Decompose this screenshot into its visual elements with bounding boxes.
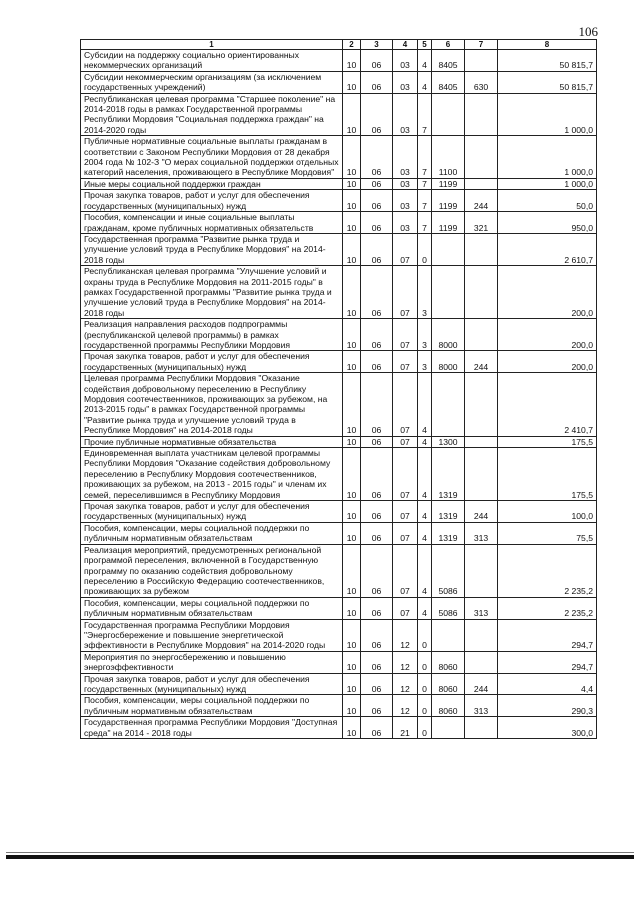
row-description: Прочая закупка товаров, работ и услуг для обеспечения государственных (муниципальных) нужд — [81, 673, 343, 695]
row-code-c3: 06 — [361, 436, 393, 447]
row-code-c3: 06 — [361, 351, 393, 373]
table-row — [81, 501, 597, 523]
row-code-c5: 4 — [418, 544, 432, 597]
row-code-c6: 1199 — [432, 190, 465, 212]
row-code-c6: 8060 — [432, 695, 465, 717]
table-row — [81, 373, 597, 436]
row-amount: 200,0 — [498, 266, 597, 319]
row-code-c7 — [465, 266, 498, 319]
row-code-c4: 07 — [393, 373, 418, 436]
row-amount: 50 815,7 — [498, 50, 597, 72]
row-code-c6 — [432, 233, 465, 265]
row-code-c3: 06 — [361, 93, 393, 136]
row-code-c5: 4 — [418, 71, 432, 93]
row-code-c7 — [465, 233, 498, 265]
row-code-c3: 06 — [361, 233, 393, 265]
row-code-c2: 10 — [343, 178, 361, 189]
row-amount: 2 410,7 — [498, 373, 597, 436]
row-description: Государственная программа Республики Мордовия "Энергосбережение и повышение энергетической эффективности в Республике Мордовия" на 2014-2020 годы — [81, 619, 343, 651]
table-row — [81, 266, 597, 319]
row-code-c6: 8405 — [432, 50, 465, 72]
row-code-c2: 10 — [343, 266, 361, 319]
table-row — [81, 651, 597, 673]
row-description: Единовременная выплата участникам целевой программы Республики Мордовия "Оказание содействия добровольному переселению в Республику Мордовия соотечественников, проживающих за рубежом, на 2013 - 2015 годы" и членам их семей, переселившимся в Республику Мордовия — [81, 448, 343, 501]
row-amount: 294,7 — [498, 651, 597, 673]
row-amount: 100,0 — [498, 501, 597, 523]
row-description: Государственная программа "Развитие рынка труда и улучшение условий труда в Республике Мордовия" на 2014-2018 годы — [81, 233, 343, 265]
row-code-c6: 5086 — [432, 544, 465, 597]
row-code-c5: 4 — [418, 501, 432, 523]
row-code-c6 — [432, 619, 465, 651]
header-col-2: 2 — [343, 40, 361, 50]
row-code-c7 — [465, 436, 498, 447]
row-code-c4: 07 — [393, 597, 418, 619]
table-row — [81, 673, 597, 695]
row-code-c4: 03 — [393, 212, 418, 234]
header-col-6: 6 — [432, 40, 465, 50]
row-code-c6: 8000 — [432, 319, 465, 351]
row-code-c5: 4 — [418, 373, 432, 436]
row-code-c2: 10 — [343, 136, 361, 179]
row-description: Реализация направления расходов подпрограммы (республиканской целевой программы) в рамках государственной программы Республики Мордовия — [81, 319, 343, 351]
row-code-c2: 10 — [343, 233, 361, 265]
row-amount: 200,0 — [498, 319, 597, 351]
row-amount: 175,5 — [498, 436, 597, 447]
row-code-c4: 12 — [393, 619, 418, 651]
row-code-c7 — [465, 50, 498, 72]
row-code-c7: 244 — [465, 351, 498, 373]
table-row — [81, 190, 597, 212]
row-code-c5: 0 — [418, 619, 432, 651]
row-code-c4: 07 — [393, 351, 418, 373]
row-code-c3: 06 — [361, 717, 393, 739]
row-amount: 175,5 — [498, 448, 597, 501]
row-code-c3: 06 — [361, 190, 393, 212]
row-code-c5: 4 — [418, 50, 432, 72]
row-description: Пособия, компенсации, меры социальной поддержки по публичным нормативным обязательствам — [81, 522, 343, 544]
row-code-c2: 10 — [343, 50, 361, 72]
row-code-c7 — [465, 651, 498, 673]
table-row — [81, 233, 597, 265]
row-description: Публичные нормативные социальные выплаты гражданам в соответствии с Законом Республики Мордовия от 28 декабря 2004 года № 102-З "О мерах социальной поддержки отдельных категорий населения, проживающего в Республике Мордовия" — [81, 136, 343, 179]
row-code-c2: 10 — [343, 544, 361, 597]
row-code-c4: 07 — [393, 544, 418, 597]
row-amount: 300,0 — [498, 717, 597, 739]
header-col-8: 8 — [498, 40, 597, 50]
row-code-c7: 244 — [465, 190, 498, 212]
row-code-c4: 12 — [393, 651, 418, 673]
table-row — [81, 597, 597, 619]
row-code-c4: 21 — [393, 717, 418, 739]
row-code-c6: 1319 — [432, 522, 465, 544]
budget-table — [80, 39, 597, 739]
row-code-c3: 06 — [361, 136, 393, 179]
footer-thick-rule — [6, 855, 634, 859]
row-description: Субсидии некоммерческим организациям (за исключением государственных учреждений) — [81, 71, 343, 93]
row-amount: 2 235,2 — [498, 544, 597, 597]
row-description: Реализация мероприятий, предусмотренных региональной программой переселения, включенной в Государственную программу по оказанию содействия добровольному переселению в Российскую Федерацию соотечественников, проживающих за рубежом — [81, 544, 343, 597]
header-col-5: 5 — [418, 40, 432, 50]
row-code-c2: 10 — [343, 501, 361, 523]
row-code-c6: 1100 — [432, 136, 465, 179]
row-amount: 50,0 — [498, 190, 597, 212]
row-description: Государственная программа Республики Мордовия "Доступная среда" на 2014 - 2018 годы — [81, 717, 343, 739]
row-code-c5: 7 — [418, 136, 432, 179]
row-code-c7 — [465, 319, 498, 351]
row-code-c5: 4 — [418, 448, 432, 501]
table-row — [81, 136, 597, 179]
row-code-c4: 07 — [393, 501, 418, 523]
row-description: Мероприятия по энергосбережению и повышению энергоэффективности — [81, 651, 343, 673]
header-col-7: 7 — [465, 40, 498, 50]
table-row — [81, 50, 597, 72]
row-code-c5: 7 — [418, 93, 432, 136]
row-code-c4: 12 — [393, 695, 418, 717]
table-row — [81, 695, 597, 717]
row-code-c5: 7 — [418, 190, 432, 212]
table-row — [81, 212, 597, 234]
row-amount: 950,0 — [498, 212, 597, 234]
row-code-c5: 3 — [418, 319, 432, 351]
row-code-c3: 06 — [361, 695, 393, 717]
row-code-c2: 10 — [343, 373, 361, 436]
row-code-c6: 8000 — [432, 351, 465, 373]
row-amount: 50 815,7 — [498, 71, 597, 93]
row-code-c7 — [465, 717, 498, 739]
row-description: Республиканская целевая программа "Старшее поколение" на 2014-2018 годы в рамках Государственной программы Республики Мордовия "Социальная поддержка граждан" на 2014-2020 годы — [81, 93, 343, 136]
row-code-c7 — [465, 544, 498, 597]
row-description: Прочие публичные нормативные обязательства — [81, 436, 343, 447]
row-code-c2: 10 — [343, 717, 361, 739]
row-code-c5: 0 — [418, 651, 432, 673]
row-code-c6: 8405 — [432, 71, 465, 93]
row-code-c7: 313 — [465, 522, 498, 544]
row-code-c3: 06 — [361, 448, 393, 501]
row-code-c7 — [465, 619, 498, 651]
row-code-c6: 1319 — [432, 448, 465, 501]
table-row — [81, 319, 597, 351]
row-code-c3: 06 — [361, 673, 393, 695]
row-code-c6: 8060 — [432, 673, 465, 695]
row-code-c2: 10 — [343, 448, 361, 501]
row-code-c3: 06 — [361, 178, 393, 189]
row-code-c2: 10 — [343, 651, 361, 673]
row-code-c5: 0 — [418, 233, 432, 265]
row-code-c4: 07 — [393, 319, 418, 351]
row-code-c2: 10 — [343, 619, 361, 651]
row-code-c6 — [432, 717, 465, 739]
row-code-c4: 03 — [393, 50, 418, 72]
table-row — [81, 619, 597, 651]
row-code-c7 — [465, 136, 498, 179]
row-code-c5: 4 — [418, 597, 432, 619]
header-col-4: 4 — [393, 40, 418, 50]
row-code-c3: 06 — [361, 597, 393, 619]
table-row — [81, 178, 597, 189]
row-code-c3: 06 — [361, 544, 393, 597]
row-description: Пособия, компенсации, меры социальной поддержки по публичным нормативным обязательствам — [81, 695, 343, 717]
row-code-c2: 10 — [343, 673, 361, 695]
row-code-c6: 8060 — [432, 651, 465, 673]
row-description: Прочая закупка товаров, работ и услуг для обеспечения государственных (муниципальных) нужд — [81, 351, 343, 373]
table-row — [81, 436, 597, 447]
row-code-c2: 10 — [343, 522, 361, 544]
row-amount: 1 000,0 — [498, 178, 597, 189]
row-code-c5: 7 — [418, 212, 432, 234]
row-code-c4: 03 — [393, 178, 418, 189]
row-code-c4: 03 — [393, 136, 418, 179]
row-code-c5: 3 — [418, 266, 432, 319]
row-description: Иные меры социальной поддержки граждан — [81, 178, 343, 189]
page-number: 106 — [578, 24, 598, 39]
row-code-c4: 07 — [393, 436, 418, 447]
row-description: Целевая программа Республики Мордовия "Оказание содействия добровольному переселению в Республику Мордовия соотечественников, проживающих за рубежом, на 2013-2015 годы" в рамках Государственной программы "Развитие рынка труда и улучшение условий труда в Республике Мордовия" на 2014-2018 годы — [81, 373, 343, 436]
row-code-c3: 06 — [361, 266, 393, 319]
row-code-c2: 10 — [343, 597, 361, 619]
row-description: Пособия, компенсации, меры социальной поддержки по публичным нормативным обязательствам — [81, 597, 343, 619]
row-code-c3: 06 — [361, 373, 393, 436]
row-amount: 290,3 — [498, 695, 597, 717]
row-code-c6: 1300 — [432, 436, 465, 447]
row-description: Прочая закупка товаров, работ и услуг для обеспечения государственных (муниципальных) нужд — [81, 501, 343, 523]
row-amount: 1 000,0 — [498, 93, 597, 136]
row-code-c2: 10 — [343, 436, 361, 447]
header-col-1: 1 — [81, 40, 343, 50]
row-code-c7: 321 — [465, 212, 498, 234]
row-code-c4: 07 — [393, 448, 418, 501]
row-code-c3: 06 — [361, 651, 393, 673]
row-code-c7: 313 — [465, 597, 498, 619]
table-row — [81, 448, 597, 501]
header-col-3: 3 — [361, 40, 393, 50]
table-row — [81, 717, 597, 739]
row-amount: 200,0 — [498, 351, 597, 373]
row-code-c5: 0 — [418, 717, 432, 739]
table-row — [81, 93, 597, 136]
table-header-row — [81, 40, 597, 50]
row-code-c5: 0 — [418, 695, 432, 717]
row-code-c3: 06 — [361, 50, 393, 72]
row-description: Республиканская целевая программа "Улучшение условий и охраны труда в Республике Мордовия на 2011-2015 годы" в рамках Государственной программы "Развитие рынка труда и улучшение условий труда в Республике Мордовия" на 2014-2018 годы — [81, 266, 343, 319]
row-code-c4: 07 — [393, 233, 418, 265]
row-code-c5: 3 — [418, 351, 432, 373]
row-description: Пособия, компенсации и иные социальные выплаты гражданам, кроме публичных нормативных обязательств — [81, 212, 343, 234]
row-code-c3: 06 — [361, 71, 393, 93]
row-code-c2: 10 — [343, 93, 361, 136]
row-code-c6: 1319 — [432, 501, 465, 523]
row-code-c2: 10 — [343, 319, 361, 351]
row-code-c5: 0 — [418, 673, 432, 695]
row-code-c3: 06 — [361, 212, 393, 234]
row-code-c2: 10 — [343, 212, 361, 234]
row-code-c6 — [432, 266, 465, 319]
row-amount: 2 610,7 — [498, 233, 597, 265]
row-code-c4: 07 — [393, 266, 418, 319]
row-code-c4: 03 — [393, 190, 418, 212]
row-code-c6: 5086 — [432, 597, 465, 619]
row-description: Субсидии на поддержку социально ориентированных некоммерческих организаций — [81, 50, 343, 72]
row-code-c4: 03 — [393, 71, 418, 93]
row-code-c3: 06 — [361, 522, 393, 544]
row-code-c7 — [465, 178, 498, 189]
row-amount: 75,5 — [498, 522, 597, 544]
row-code-c7 — [465, 93, 498, 136]
row-code-c3: 06 — [361, 619, 393, 651]
row-code-c4: 07 — [393, 522, 418, 544]
row-code-c5: 4 — [418, 522, 432, 544]
row-code-c3: 06 — [361, 319, 393, 351]
footer-thin-rule — [6, 852, 634, 853]
row-code-c2: 10 — [343, 695, 361, 717]
row-code-c7: 244 — [465, 673, 498, 695]
table-row — [81, 522, 597, 544]
row-code-c7: 313 — [465, 695, 498, 717]
row-code-c7 — [465, 373, 498, 436]
row-code-c2: 10 — [343, 351, 361, 373]
row-amount: 1 000,0 — [498, 136, 597, 179]
row-amount: 4,4 — [498, 673, 597, 695]
row-code-c6 — [432, 93, 465, 136]
row-code-c4: 12 — [393, 673, 418, 695]
row-code-c2: 10 — [343, 190, 361, 212]
row-description: Прочая закупка товаров, работ и услуг для обеспечения государственных (муниципальных) нужд — [81, 190, 343, 212]
row-code-c7 — [465, 448, 498, 501]
row-code-c5: 4 — [418, 436, 432, 447]
row-code-c6 — [432, 373, 465, 436]
row-amount: 2 235,2 — [498, 597, 597, 619]
row-code-c4: 03 — [393, 93, 418, 136]
table-row — [81, 544, 597, 597]
row-code-c6: 1199 — [432, 212, 465, 234]
row-code-c5: 7 — [418, 178, 432, 189]
row-code-c6: 1199 — [432, 178, 465, 189]
row-code-c7: 630 — [465, 71, 498, 93]
table-row — [81, 71, 597, 93]
table-row — [81, 351, 597, 373]
row-code-c3: 06 — [361, 501, 393, 523]
row-amount: 294,7 — [498, 619, 597, 651]
row-code-c7: 244 — [465, 501, 498, 523]
row-code-c2: 10 — [343, 71, 361, 93]
